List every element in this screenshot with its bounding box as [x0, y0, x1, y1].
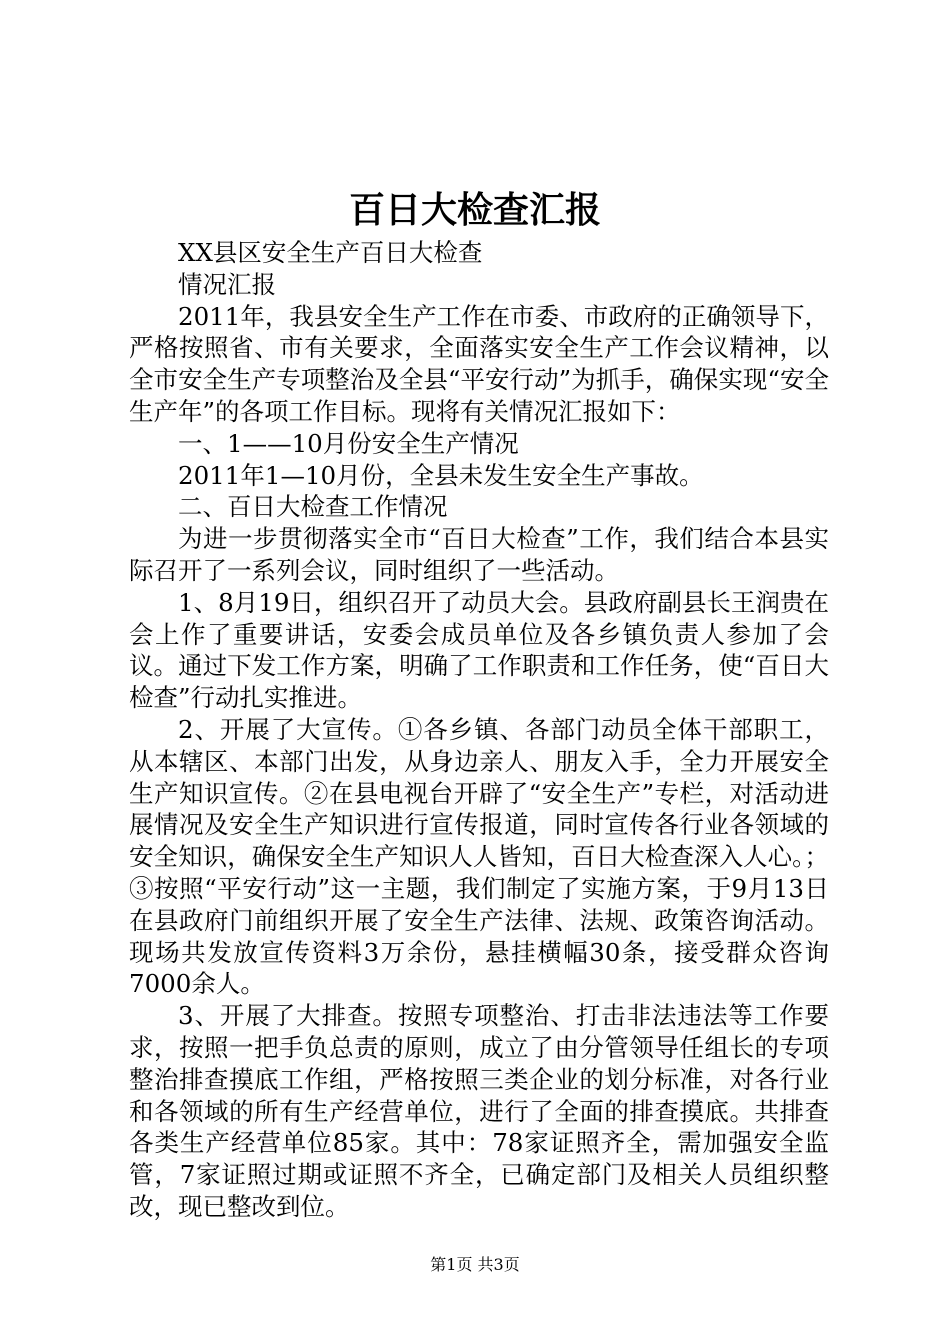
subtitle-line-1: XX县区安全生产百日大检查: [178, 238, 483, 267]
paragraph-item-3: 3、开展了大排查。按照专项整治、打击非法违法等工作要求，按照一把手负总责的原则，成立了由分管领导任组长的专项整治排查摸底工作组，严格按照三类企业的划分标准，对各行业和各领域的所有生产经营单位，进行了全面的排查摸底。共排查各类生产经营单位85家。其中：78家证照齐全，需加强安全监管，7家证照过期或证照不齐全，已确定部门及相关人员组织整改，现已整改到位。: [129, 1001, 829, 1221]
paragraph-item-1: 1、8月19日，组织召开了动员大会。县政府副县长王润贵在会上作了重要讲话，安委会成员单位及各乡镇负责人参加了会议。通过下发工作方案，明确了工作职责和工作任务，使“百日大检查”行动扎实推进。: [129, 587, 829, 713]
document-body: [129, 237, 829, 1223]
section-heading-1: 一、1——10月份安全生产情况: [178, 428, 519, 458]
paragraph-overview: 为进一步贯彻落实全市“百日大检查”工作，我们结合本县实际召开了一系列会议，同时组织了一些活动。: [129, 524, 829, 585]
section-heading-2: 二、百日大检查工作情况: [178, 492, 448, 522]
paragraph-item-2: 2、开展了大宣传。①各乡镇、各部门动员全体干部职工，从本辖区、本部门出发，从身边亲人、朋友入手，全力开展安全生产知识宣传。②在县电视台开辟了“安全生产”专栏，对活动进展情况及安全生产知识进行宣传报道，同时宣传各行业各领域的安全知识，确保安全生产知识人人皆知，百日大检查深入人心。；③按照“平安行动”这一主题，我们制定了实施方案，于9月13日在县政府门前组织开展了安全生产法律、法规、政策咨询活动。现场共发放宣传资料3万余份，悬挂横幅30条，接受群众咨询7000余人。: [129, 714, 829, 999]
paragraph-accident-summary: 2011年1—10月份，全县未发生安全生产事故。: [178, 460, 704, 490]
page-footer: 第1页 共3页: [430, 1255, 520, 1274]
document-title: 百日大检查汇报: [348, 189, 601, 231]
paragraph-intro: 2011年，我县安全生产工作在市委、市政府的正确领导下，严格按照省、市有关要求，全面落实安全生产工作会议精神，以全市安全生产专项整治及全县“平安行动”为抓手，确保实现“安全生产年”的各项工作目标。现将有关情况汇报如下：: [129, 301, 829, 426]
subtitle-line-2: 情况汇报: [178, 269, 276, 299]
